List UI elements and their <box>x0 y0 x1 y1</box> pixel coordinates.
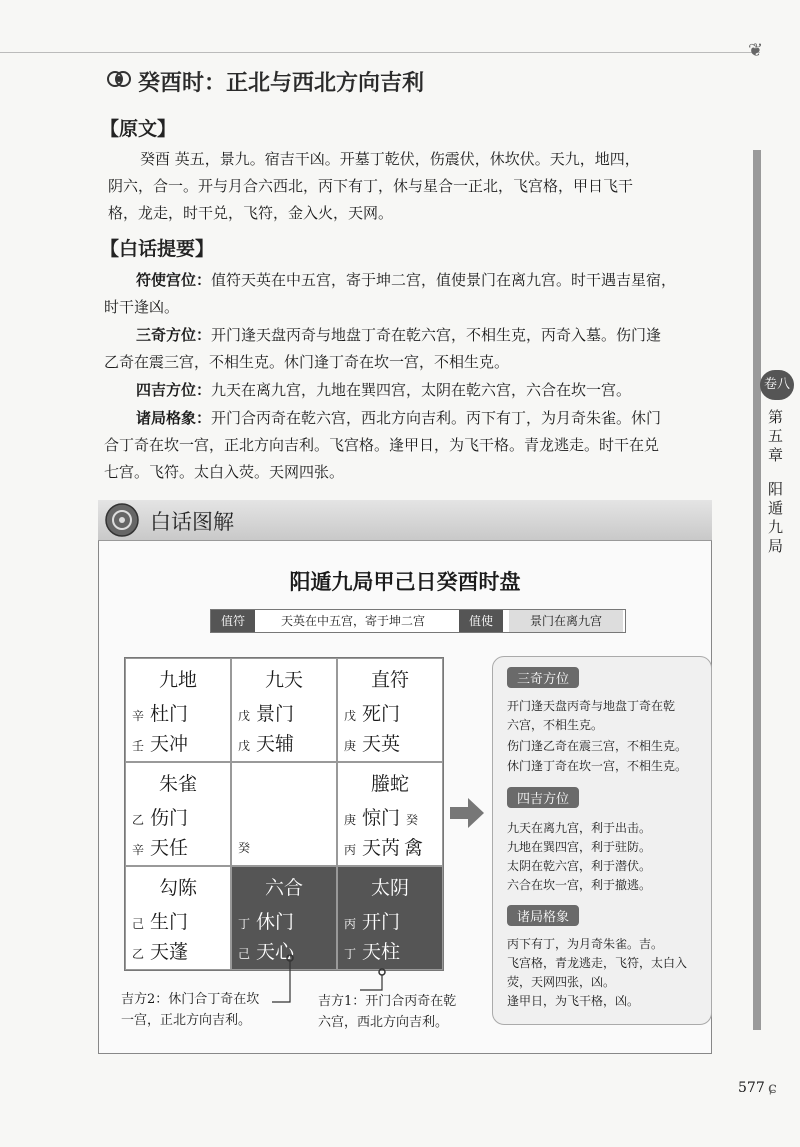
star: 天冲 <box>150 733 189 755</box>
caption-line: 吉方2：休门合丁奇在坎 <box>121 992 260 1007</box>
door: 死门 <box>362 703 401 725</box>
stem: 戊 <box>238 709 251 723</box>
stem: 乙 <box>132 813 145 827</box>
god-name: 太阴 <box>370 877 409 899</box>
stem: 辛 <box>132 843 145 857</box>
god-name: 九天 <box>264 669 303 691</box>
badge-siji: 四吉方位 <box>507 787 579 808</box>
section-heading-summary: 【白话提要】 <box>100 238 215 260</box>
door: 休门 <box>256 911 295 933</box>
zhishi-label: 值使 <box>459 610 503 632</box>
original-line-3: 格，龙走，时干兑，飞符，金入火，天网。 <box>108 204 394 222</box>
text: 开门合丙奇在乾六宫，西北方向吉利。丙下有丁，为月奇朱雀。休门 <box>211 409 662 427</box>
figure-header-title: 白话图解 <box>150 510 234 534</box>
side-chapter: 第五章 <box>768 408 784 464</box>
top-ornament-icon: ❦ <box>748 40 764 61</box>
stem: 壬 <box>132 739 145 753</box>
label-geju: 诸局格象： <box>136 409 212 427</box>
stem: 癸 <box>238 841 251 855</box>
stem: 丁 <box>344 947 357 961</box>
text: 九天在离九宫，九地在巽四宫，太阴在乾六宫，六合在坎一宫。 <box>211 381 632 399</box>
panel-line: 开门逢天盘丙奇与地盘丁奇在乾 <box>507 699 676 713</box>
star: 天英 <box>362 733 401 755</box>
summary-p2b: 乙奇在震三宫，不相生克。休门逢丁奇在坎一宫，不相生克。 <box>104 353 510 371</box>
section-heading-original: 【原文】 <box>100 118 177 140</box>
zhifu-label: 值符 <box>211 610 255 632</box>
god-name: 六合 <box>264 877 303 899</box>
caption-line: 一宫，正北方向吉利。 <box>121 1013 252 1028</box>
panel-line: 太阴在乾六宫，利于潜伏。 <box>507 859 652 873</box>
caption-lucky-2 <box>121 989 259 1031</box>
label-fushi: 符使宫位： <box>136 271 212 289</box>
badge-geju: 诸局格象 <box>507 905 579 926</box>
extra-star: 禽 <box>404 837 424 859</box>
god-name: 朱雀 <box>158 773 197 795</box>
god-name: 直符 <box>370 669 409 691</box>
star: 天芮 <box>362 837 401 859</box>
stem: 庚 <box>344 739 357 753</box>
panel-line: 逢甲日，为飞干格，凶。 <box>507 994 640 1008</box>
original-line-1: 癸酉 英五，景九。宿吉干凶。开墓丁乾伏，伤震伏，休坎伏。天九，地四， <box>140 150 640 168</box>
panel-line: 六宫，不相生克。 <box>507 718 604 732</box>
panel-line: 九地在巽四宫，利于驻防。 <box>507 840 652 854</box>
panel-line: 伤门逢乙奇在震三宫，不相生克。 <box>507 739 688 753</box>
page-ornament-icon: ɕ <box>768 1078 777 1097</box>
summary-p1b: 时干逢凶。 <box>104 298 180 316</box>
panel-line: 九天在离九宫，利于出击。 <box>507 821 652 835</box>
god-name: 勾陈 <box>158 877 197 899</box>
star: 天柱 <box>362 941 401 963</box>
summary-p4c: 七宫。飞符。太白入荧。天网四张。 <box>104 463 345 481</box>
stem: 丙 <box>344 843 357 857</box>
panel-line: 六合在坎一宫，利于撤逃。 <box>507 878 652 892</box>
stem: 己 <box>132 917 145 931</box>
text: 开门逢天盘丙奇与地盘丁奇在乾六宫，不相生克，丙奇入墓。伤门逢 <box>211 326 662 344</box>
stem: 戊 <box>238 739 251 753</box>
stem: 丙 <box>344 917 357 931</box>
door: 伤门 <box>150 807 189 829</box>
caption-line: 吉方1：开门合丙奇在乾 <box>318 994 457 1009</box>
side-vol-tab: 卷八 <box>760 370 794 400</box>
stem: 己 <box>238 947 251 961</box>
door: 景门 <box>256 703 295 725</box>
panel-line: 飞宫格，青龙逃走，飞符，太白入 <box>507 956 688 970</box>
text: 值符天英在中五宫，寄于坤二宫，值使景门在离九宫。时干遇吉星宿， <box>211 271 677 289</box>
stem: 戊 <box>344 709 357 723</box>
star: 天辅 <box>256 733 295 755</box>
panel-line: 丙下有丁，为月奇朱雀。吉。 <box>507 937 664 951</box>
star: 天心 <box>256 941 295 963</box>
door: 开门 <box>362 911 401 933</box>
page-title: 癸酉时：正北与西北方向吉利 <box>138 71 425 96</box>
panel-line: 休门逢丁奇在坎一宫，不相生克。 <box>507 759 688 773</box>
label-siji: 四吉方位： <box>136 381 212 399</box>
summary-p4b: 合丁奇在坎一宫，正北方向吉利。飞宫格。逢甲日，为飞干格。青龙逃走。时干在兑 <box>104 436 660 454</box>
badge-sanqi: 三奇方位 <box>507 667 579 688</box>
door: 杜门 <box>150 703 189 725</box>
star: 天任 <box>150 837 189 859</box>
god-name: 九地 <box>158 669 197 691</box>
door: 惊门 <box>362 807 401 829</box>
god-name: 螣蛇 <box>370 773 409 795</box>
zhifu-text: 天英在中五宫，寄于坤二宫 <box>281 614 426 628</box>
label-sanqi: 三奇方位： <box>136 326 212 344</box>
stem: 庚 <box>344 813 357 827</box>
chart-title: 阳遁九局甲己日癸酉时盘 <box>289 570 521 594</box>
star: 天蓬 <box>150 941 189 963</box>
zhishi-text: 景门在离九宫 <box>509 610 623 632</box>
extra-stem: 癸 <box>406 813 419 827</box>
stem: 辛 <box>132 709 145 723</box>
panel-line: 荧，天网四张，凶。 <box>507 975 616 989</box>
caption-line: 六宫，西北方向吉利。 <box>318 1015 449 1030</box>
original-line-2: 阴六，合一。开与月合六西北，丙下有丁，休与星合一正北，飞宫格，甲日飞干 <box>108 177 634 195</box>
stem: 丁 <box>238 917 251 931</box>
stem: 乙 <box>132 947 145 961</box>
page-number: 577 <box>738 1080 765 1096</box>
side-subtitle: 阳遁九局 <box>768 480 784 555</box>
caption-lucky-1 <box>318 991 456 1033</box>
door: 生门 <box>150 911 189 933</box>
